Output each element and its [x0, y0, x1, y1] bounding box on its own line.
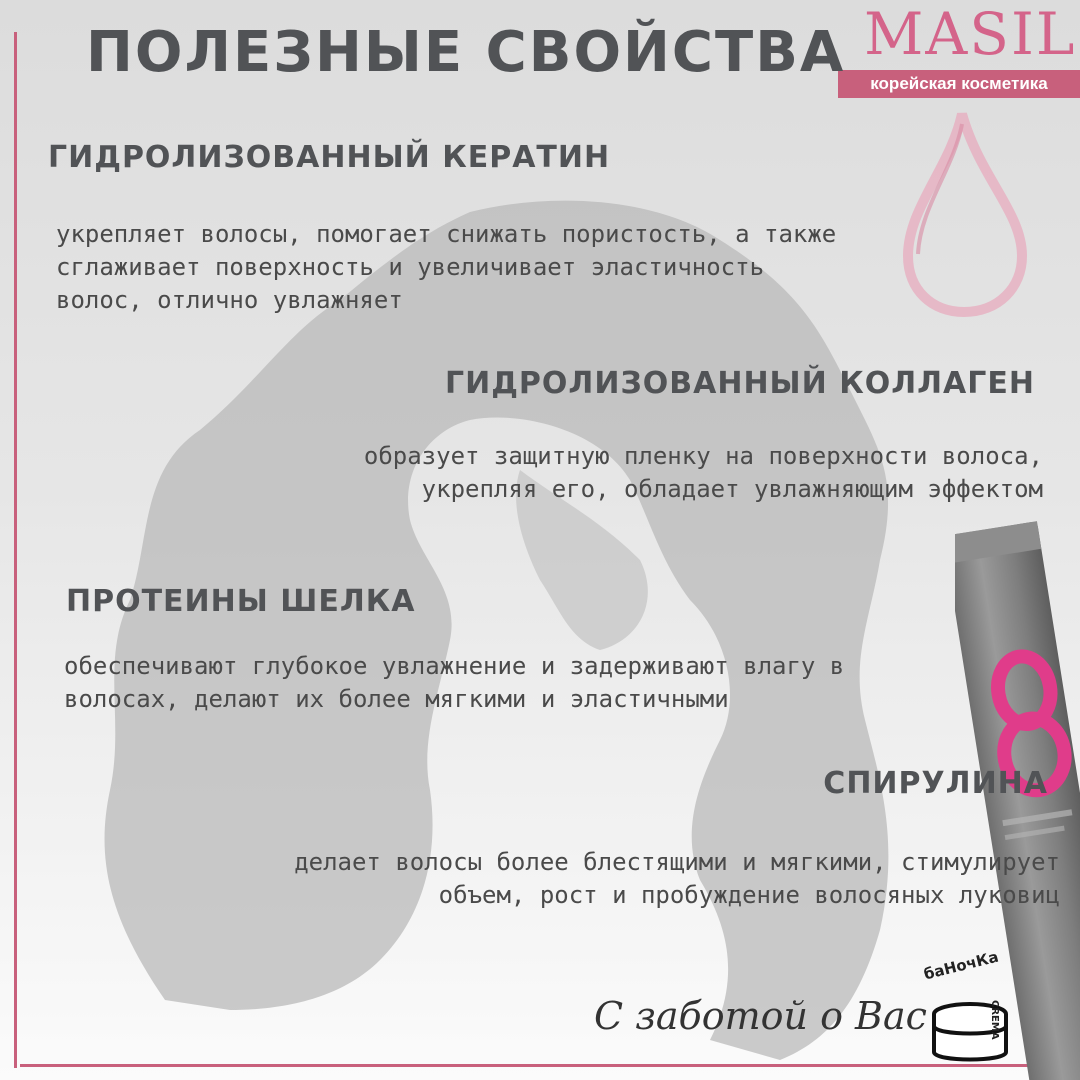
- signature-text: С заботой о Вас: [594, 994, 927, 1038]
- section-text-spirulina: делает волосы более блестящими и мягкими, стимулирует объем, рост и пробуждение волосяных луковиц: [294, 848, 1060, 909]
- brand-logo: MASIL: [864, 0, 1077, 68]
- section-text-collagen: образует защитную пленку на поверхности волоса, укрепляя его, обладает увлажняющим эффектом: [363, 442, 1043, 503]
- section-heading-collagen: ГИДРОЛИЗОВАННЫЙ КОЛЛАГЕН: [444, 366, 1035, 401]
- section-heading-silk: ПРОТЕИНЫ ШЕЛКА: [66, 584, 416, 619]
- page-title: ПОЛЕЗНЫЕ СВОЙСТВА: [86, 20, 846, 85]
- jar-logo-side-text: CREMA: [989, 1000, 1000, 1040]
- section-heading-spirulina: СПИРУЛИНА: [823, 766, 1048, 801]
- jar-icon: [926, 990, 1026, 1070]
- section-text-silk: обеспечивают глубокое увлажнение и задерживают влагу в волосах, делают их более мягкими и эластичными: [64, 652, 845, 713]
- product-number-label: [1052, 180, 1053, 181]
- drop-icon: [900, 108, 1030, 318]
- section-text-keratin: укрепляет волосы, помогает снижать пористость, а также сглаживает поверхность и увеличивает эластичность волос, отлично увлажняет: [56, 220, 837, 314]
- frame-left-line: [14, 32, 17, 1068]
- jar-logo-top-text: баНочКа: [922, 947, 1001, 984]
- section-heading-keratin: ГИДРОЛИЗОВАННЫЙ КЕРАТИН: [48, 140, 611, 175]
- brand-tagline: корейская косметика: [838, 70, 1080, 98]
- frame-bottom-line: [20, 1064, 1060, 1067]
